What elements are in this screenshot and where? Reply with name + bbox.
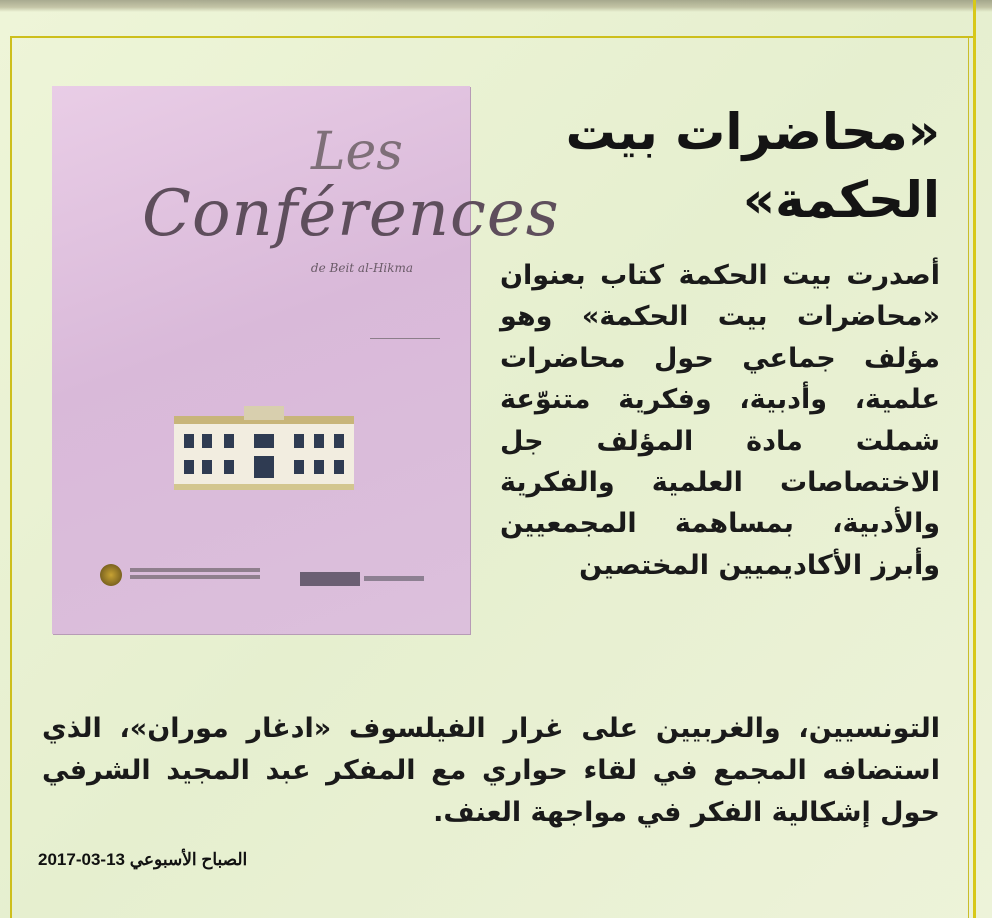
book-cover-subtitle: de Beit al-Hikma bbox=[310, 261, 414, 275]
book-cover-title-line1: Les bbox=[311, 122, 403, 182]
frame-right-border bbox=[973, 0, 976, 918]
article-headline: «محاضرات بيت الحكمة» bbox=[565, 103, 940, 229]
source-caption: الصباح الأسبوعي 13-03-2017 bbox=[38, 850, 248, 869]
book-cover-tag bbox=[370, 338, 440, 351]
article-body-bottom: التونسيين، والغربيين على غرار الفيلسوف «ادغار موران»، الذي استضافه المجمع في لقاء حواري مع المفكر عبد المجيد الشرفي حول إشكالية الفكر في مواجهة العنف. bbox=[42, 713, 940, 828]
book-cover-image bbox=[52, 86, 560, 634]
building-illustration bbox=[174, 406, 354, 496]
frame-top-border bbox=[10, 36, 974, 38]
book-cover-title-line2: Conférences bbox=[142, 177, 560, 251]
top-rule bbox=[0, 0, 992, 12]
partner-logo-icon bbox=[300, 572, 360, 586]
article-body-top: أصدرت بيت الحكمة كتاب بعنوان «محاضرات بيت الحكمة» وهو مؤلف جماعي حول محاضرات علمية، وأدبية، وفكرية متنوّعة شملت مادة المؤلف جل الاختصاصات العلمية والفكرية والأدبية، بمساهمة المجمعيين وأبرز الأكاديميين المختصين bbox=[500, 260, 940, 581]
frame-right-inner-border bbox=[968, 38, 969, 918]
book-cover-title bbox=[142, 122, 560, 251]
frame-left-border bbox=[10, 36, 12, 918]
partner-name-graphic bbox=[364, 576, 424, 581]
publisher-name-graphic bbox=[130, 568, 260, 586]
publisher-emblem-icon bbox=[100, 564, 122, 586]
